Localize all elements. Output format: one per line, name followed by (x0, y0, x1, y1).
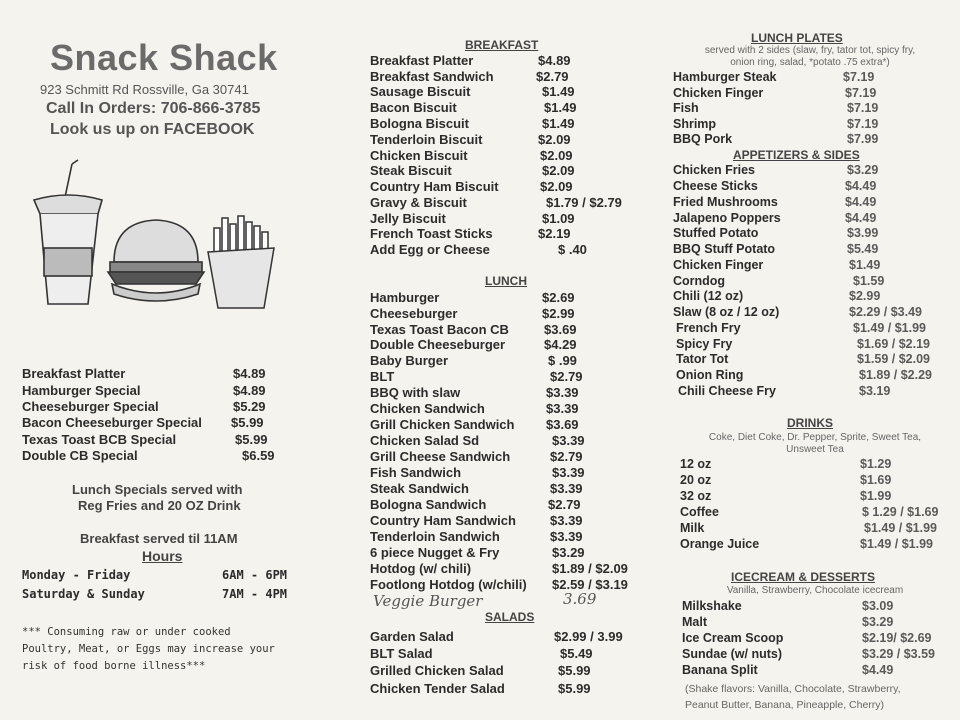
note-line: Coke, Diet Coke, Dr. Pepper, Sprite, Sweet Tea, (708, 432, 922, 443)
item-name: Baby Burger (370, 353, 449, 368)
item-price: $2.59 / $3.19 (552, 577, 628, 592)
lunch-specials-note: Lunch Specials served with (72, 482, 243, 497)
item-name: Grill Cheese Sandwich (370, 449, 511, 464)
item-name: Bologna Biscuit (370, 116, 469, 131)
item-price: $4.89 (233, 366, 266, 381)
item-price: $3.29 (862, 615, 894, 629)
item-name: Breakfast Sandwich (370, 69, 494, 84)
item-name: BLT Salad (370, 646, 433, 661)
item-price: $3.39 (550, 529, 583, 544)
item-price: $4.89 (538, 53, 571, 68)
hours-time: 7AM - 4PM (222, 587, 288, 601)
item-name: Jalapeno Poppers (673, 211, 781, 225)
item-price: $6.59 (242, 448, 275, 463)
hours-time: 6AM - 6PM (222, 568, 288, 582)
item-name: Texas Toast Bacon CB (370, 322, 509, 337)
item-price: $2.09 (538, 132, 571, 147)
note-line: Peanut Butter, Banana, Pineapple, Cherry) (685, 699, 885, 711)
item-price: $1.69 / $2.19 (857, 337, 930, 351)
item-price: $4.49 (845, 211, 877, 225)
item-name: Double CB Special (22, 448, 138, 463)
food-safety-warning (22, 624, 275, 675)
item-name: Stuffed Potato (673, 226, 759, 240)
item-name: Malt (682, 615, 707, 629)
item-name: Chicken Finger (673, 86, 764, 100)
item-name: Steak Sandwich (370, 481, 469, 496)
item-price: $3.39 (552, 465, 585, 480)
item-name: Hamburger Special (22, 383, 141, 398)
item-name: Slaw (8 oz / 12 oz) (673, 305, 780, 319)
item-price: $3.09 (862, 599, 894, 613)
item-price: $7.19 (845, 86, 877, 100)
item-name: Tator Tot (676, 352, 729, 366)
item-price: $1.79 / $2.79 (546, 195, 622, 210)
item-price: $4.49 (862, 663, 894, 677)
item-name: Grill Chicken Sandwich (370, 417, 515, 432)
item-price: $1.49 / $1.99 (853, 321, 926, 335)
item-name: Hotdog (w/ chili) (370, 561, 472, 576)
item-name: French Fry (676, 321, 741, 335)
item-price: $ .99 (548, 353, 577, 368)
handwritten-item-price: 3.69 (563, 590, 597, 608)
item-price: $2.69 (542, 290, 575, 305)
item-name: Bacon Cheeseburger Special (22, 415, 202, 430)
hours-title: Hours (142, 548, 183, 564)
item-name: Hamburger (370, 290, 440, 305)
item-price: $2.99 / 3.99 (554, 629, 623, 644)
item-price: $3.69 (546, 417, 579, 432)
item-name: 12 oz (680, 457, 712, 471)
item-name: Shrimp (673, 117, 717, 131)
warning-line: Poultry, Meat, or Eggs may increase your (22, 643, 275, 655)
item-price: $2.29 / $3.49 (849, 305, 922, 319)
item-name: Fried Mushrooms (673, 195, 778, 209)
item-price: $1.29 (860, 457, 892, 471)
food-illustration (28, 152, 288, 312)
item-price: $3.39 (546, 385, 579, 400)
item-name: Chicken Finger (673, 258, 764, 272)
item-name: BBQ Pork (673, 132, 733, 146)
item-price: $3.69 (544, 322, 577, 337)
item-name: Orange Juice (680, 537, 760, 551)
item-price: $4.49 (845, 195, 877, 209)
item-name: Cheeseburger Special (22, 399, 159, 414)
hours-days: Saturday & Sunday (22, 587, 145, 601)
item-price: $1.59 / $2.09 (857, 352, 930, 366)
item-name: Chicken Sandwich (370, 401, 485, 416)
item-price: $3.39 (550, 513, 583, 528)
item-price: $4.29 (544, 337, 577, 352)
item-price: $5.29 (233, 399, 266, 414)
item-name: Onion Ring (676, 368, 744, 382)
item-price: $5.99 (558, 663, 591, 678)
handwritten-item-name: Veggie Burger (373, 592, 483, 610)
item-name: Ice Cream Scoop (682, 631, 784, 645)
item-name: Jelly Biscuit (370, 211, 446, 226)
item-price: $2.99 (849, 289, 881, 303)
item-name: Double Cheeseburger (370, 337, 506, 352)
warning-line: *** Consuming raw or under cooked (22, 626, 231, 638)
shake-flavors-note (685, 681, 901, 713)
item-price: $2.19/ $2.69 (862, 631, 932, 645)
restaurant-name: Snack Shack (50, 37, 278, 78)
item-price: $1.59 (853, 274, 885, 288)
desserts-heading: ICECREAM & DESSERTS (731, 570, 876, 584)
item-name: Spicy Fry (676, 337, 733, 351)
item-price: $4.49 (845, 179, 877, 193)
item-name: Add Egg or Cheese (370, 242, 490, 257)
item-price: $1.49 (849, 258, 881, 272)
note-line: onion ring, salad, *potato .75 extra*) (730, 57, 890, 68)
item-price: $1.89 / $2.29 (859, 368, 932, 382)
item-name: Bacon Biscuit (370, 100, 457, 115)
item-name: Chicken Biscuit (370, 148, 468, 163)
breakfast-lunch-column (345, 0, 665, 720)
item-price: $3.39 (550, 481, 583, 496)
item-name: Fish Sandwich (370, 465, 462, 480)
drinks-note (675, 432, 955, 456)
item-name: Cheese Sticks (673, 179, 758, 193)
item-price: $1.49 (542, 84, 575, 99)
item-price: $2.79 (550, 449, 583, 464)
note-line: (Shake flavors: Vanilla, Chocolate, Strawberry, (685, 683, 901, 695)
item-name: Gravy & Biscuit (370, 195, 467, 210)
item-price: $1.89 / $2.09 (552, 561, 628, 576)
item-name: Garden Salad (370, 629, 454, 644)
item-price: $7.99 (847, 132, 879, 146)
item-name: Sausage Biscuit (370, 84, 471, 99)
item-price: $3.29 / $3.59 (862, 647, 935, 661)
item-name: Chicken Salad Sd (370, 433, 480, 448)
item-name: Texas Toast BCB Special (22, 432, 177, 447)
item-name: Tenderloin Biscuit (370, 132, 483, 147)
lunch-plates-heading: LUNCH PLATES (751, 31, 843, 45)
drink-cup-icon (34, 160, 102, 304)
item-price: $3.19 (859, 384, 891, 398)
item-name: Milk (680, 521, 705, 535)
item-price: $1.99 (860, 489, 892, 503)
item-price: $5.99 (235, 432, 268, 447)
restaurant-address: 923 Schmitt Rd Rossville, Ga 30741 (40, 82, 249, 97)
item-price: $7.19 (847, 101, 879, 115)
item-price: $2.09 (540, 179, 573, 194)
item-name: Country Ham Sandwich (370, 513, 516, 528)
item-price: $2.99 (542, 306, 575, 321)
drinks-heading: DRINKS (787, 416, 834, 430)
item-price: $3.39 (552, 433, 585, 448)
item-name: Sundae (w/ nuts) (682, 647, 782, 661)
item-name: Corndog (673, 274, 726, 288)
item-name: Chicken Tender Salad (370, 681, 505, 696)
note-line: Unsweet Tea (786, 444, 844, 455)
item-name: BLT (370, 369, 395, 384)
item-name: Grilled Chicken Salad (370, 663, 504, 678)
item-name: Chili Cheese Fry (678, 384, 776, 398)
item-name: Country Ham Biscuit (370, 179, 499, 194)
item-price: $1.49 (544, 100, 577, 115)
item-price: $1.69 (860, 473, 892, 487)
item-name: BBQ Stuff Potato (673, 242, 776, 256)
item-price: $ .40 (558, 242, 587, 257)
item-name: Breakfast Platter (370, 53, 474, 68)
item-name: Tenderloin Sandwich (370, 529, 500, 544)
lunch-plates-note (665, 45, 955, 69)
info-column (0, 0, 345, 720)
item-name: Fish (673, 101, 699, 115)
item-price: $3.29 (847, 163, 879, 177)
hours-days: Monday - Friday (22, 568, 131, 582)
item-price: $5.49 (560, 646, 593, 661)
item-price: $3.99 (847, 226, 879, 240)
desserts-note: Vanilla, Strawberry, Chocolate icecream (726, 585, 904, 596)
item-price: $1.49 / $1.99 (864, 521, 937, 535)
item-price: $2.09 (540, 148, 573, 163)
item-name: Hamburger Steak (673, 70, 777, 84)
item-name: Chicken Fries (673, 163, 755, 177)
item-name: Breakfast Platter (22, 366, 126, 381)
item-name: Chili (12 oz) (673, 289, 744, 303)
french-fries-icon (208, 216, 274, 308)
item-name: Footlong Hotdog (w/chili) (370, 577, 527, 592)
item-price: $5.99 (231, 415, 264, 430)
item-price: $2.79 (548, 497, 581, 512)
note-line: served with 2 sides (slaw, fry, tator tot, spicy fry, (704, 45, 916, 56)
item-price: $5.99 (558, 681, 591, 696)
item-price: $7.19 (847, 117, 879, 131)
item-name: BBQ with slaw (370, 385, 461, 400)
item-name: 20 oz (680, 473, 712, 487)
facebook-note: Look us up on FACEBOOK (50, 121, 255, 138)
item-name: Milkshake (682, 599, 742, 613)
item-price: $2.79 (550, 369, 583, 384)
item-name: Cheeseburger (370, 306, 458, 321)
phone-number: Call In Orders: 706-866-3785 (46, 100, 261, 117)
breakfast-hours-note: Breakfast served til 11AM (80, 531, 238, 546)
item-price: $1.49 / $1.99 (860, 537, 933, 551)
item-price: $2.79 (536, 69, 569, 84)
item-price: $1.49 (542, 116, 575, 131)
plates-sides-drinks-column (665, 0, 960, 720)
item-price: $5.49 (847, 242, 879, 256)
warning-line: risk of food borne illness*** (22, 660, 206, 672)
item-name: Steak Biscuit (370, 163, 452, 178)
burger-icon (108, 220, 204, 301)
item-price: $ 1.29 / $1.69 (862, 505, 939, 519)
item-name: Banana Split (682, 663, 758, 677)
breakfast-heading: BREAKFAST (465, 38, 539, 52)
item-price: $3.29 (552, 545, 585, 560)
item-price: $2.09 (542, 163, 575, 178)
item-name: Bologna Sandwich (370, 497, 487, 512)
item-price: $3.39 (546, 401, 579, 416)
item-name: French Toast Sticks (370, 226, 493, 241)
item-name: 6 piece Nugget & Fry (370, 545, 500, 560)
item-price: $4.89 (233, 383, 266, 398)
item-name: Coffee (680, 505, 719, 519)
salads-heading: SALADS (485, 610, 535, 624)
item-price: $7.19 (843, 70, 875, 84)
lunch-specials-note-2: Reg Fries and 20 OZ Drink (78, 498, 241, 513)
lunch-heading: LUNCH (485, 274, 527, 288)
item-price: $2.19 (538, 226, 571, 241)
item-price: $1.09 (542, 211, 575, 226)
item-name: 32 oz (680, 489, 712, 503)
appetizers-heading: APPETIZERS & SIDES (733, 148, 860, 162)
